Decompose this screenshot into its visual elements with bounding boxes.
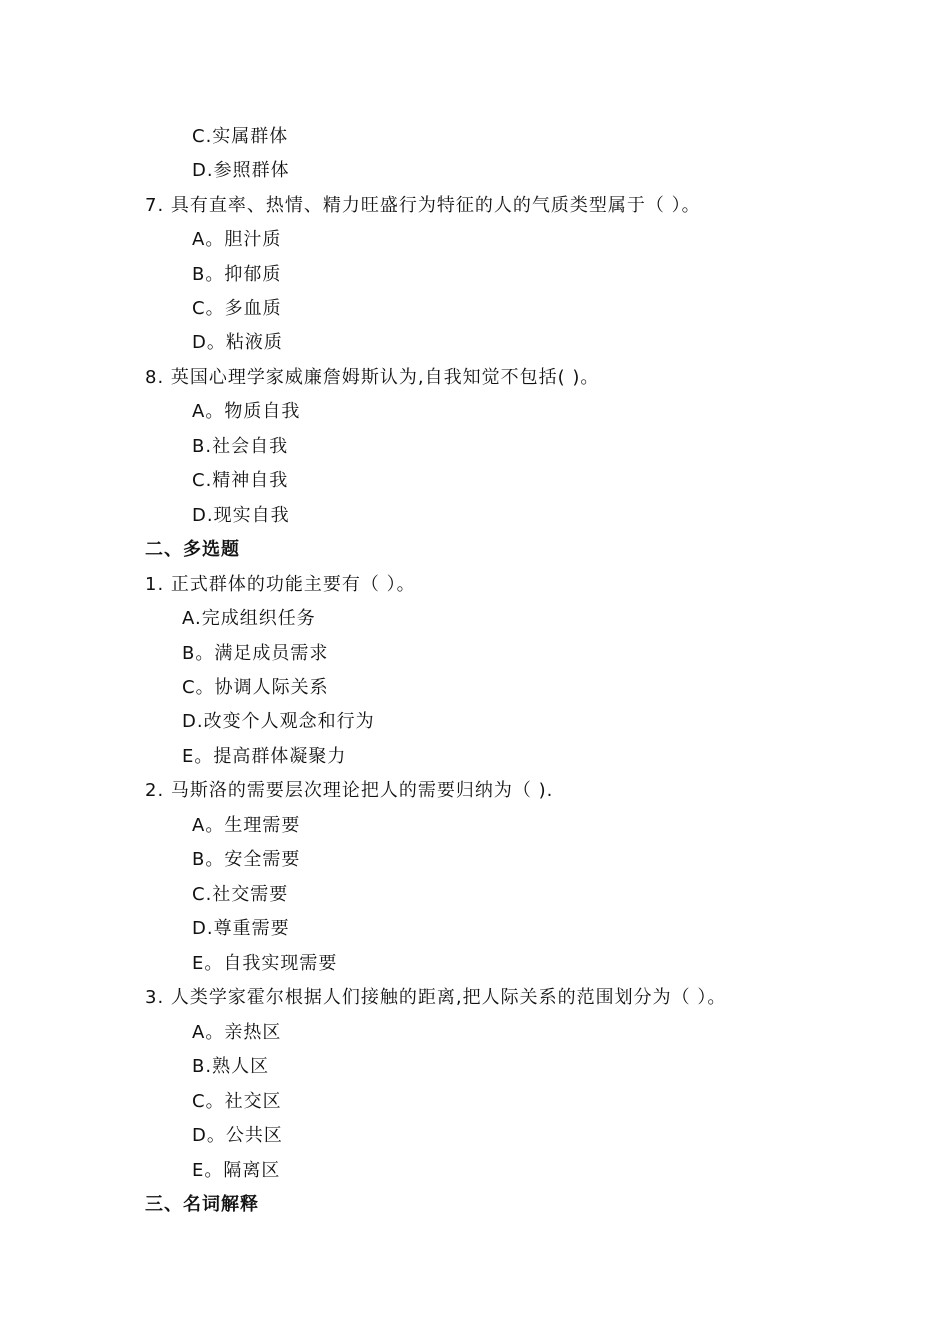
option-e: E。隔离区 bbox=[192, 1160, 281, 1181]
option-d: D。粘液质 bbox=[192, 332, 283, 353]
option-d: D.尊重需要 bbox=[192, 918, 290, 939]
question-8: 8. 英国心理学家威廉詹姆斯认为,自我知觉不包括( )。 bbox=[145, 367, 600, 388]
option-a: A。胆汁质 bbox=[192, 229, 282, 250]
option-d: D。公共区 bbox=[192, 1125, 283, 1146]
question-2: 2. 马斯洛的需要层次理论把人的需要归纳为（ ). bbox=[145, 780, 554, 801]
option-b: B。满足成员需求 bbox=[182, 643, 329, 664]
option-e: E。提高群体凝聚力 bbox=[182, 746, 347, 767]
option-d: D.现实自我 bbox=[192, 505, 290, 526]
option-b: B。安全需要 bbox=[192, 849, 301, 870]
option-c: C.实属群体 bbox=[192, 126, 289, 147]
option-c: C。协调人际关系 bbox=[182, 677, 329, 698]
question-7: 7. 具有直率、热情、精力旺盛行为特征的人的气质类型属于（ ）。 bbox=[145, 195, 701, 216]
option-a: A。物质自我 bbox=[192, 401, 301, 422]
option-d: D.改变个人观念和行为 bbox=[182, 711, 375, 732]
option-b: B。抑郁质 bbox=[192, 264, 282, 285]
option-b: B.社会自我 bbox=[192, 436, 289, 457]
section-heading-multiple-choice: 二、多选题 bbox=[145, 539, 240, 560]
option-c: C.精神自我 bbox=[192, 470, 289, 491]
option-a: A。生理需要 bbox=[192, 815, 301, 836]
option-a: A。亲热区 bbox=[192, 1022, 282, 1043]
option-c: C。社交区 bbox=[192, 1091, 282, 1112]
option-c: C。多血质 bbox=[192, 298, 282, 319]
option-a: A.完成组织任务 bbox=[182, 608, 316, 629]
option-e: E。自我实现需要 bbox=[192, 953, 338, 974]
option-c: C.社交需要 bbox=[192, 884, 289, 905]
question-3: 3. 人类学家霍尔根据人们接触的距离,把人际关系的范围划分为（ ）。 bbox=[145, 987, 727, 1008]
option-d: D.参照群体 bbox=[192, 160, 290, 181]
section-heading-term-definitions: 三、名词解释 bbox=[145, 1194, 259, 1215]
option-b: B.熟人区 bbox=[192, 1056, 270, 1077]
question-1: 1. 正式群体的功能主要有（ ）。 bbox=[145, 574, 416, 595]
